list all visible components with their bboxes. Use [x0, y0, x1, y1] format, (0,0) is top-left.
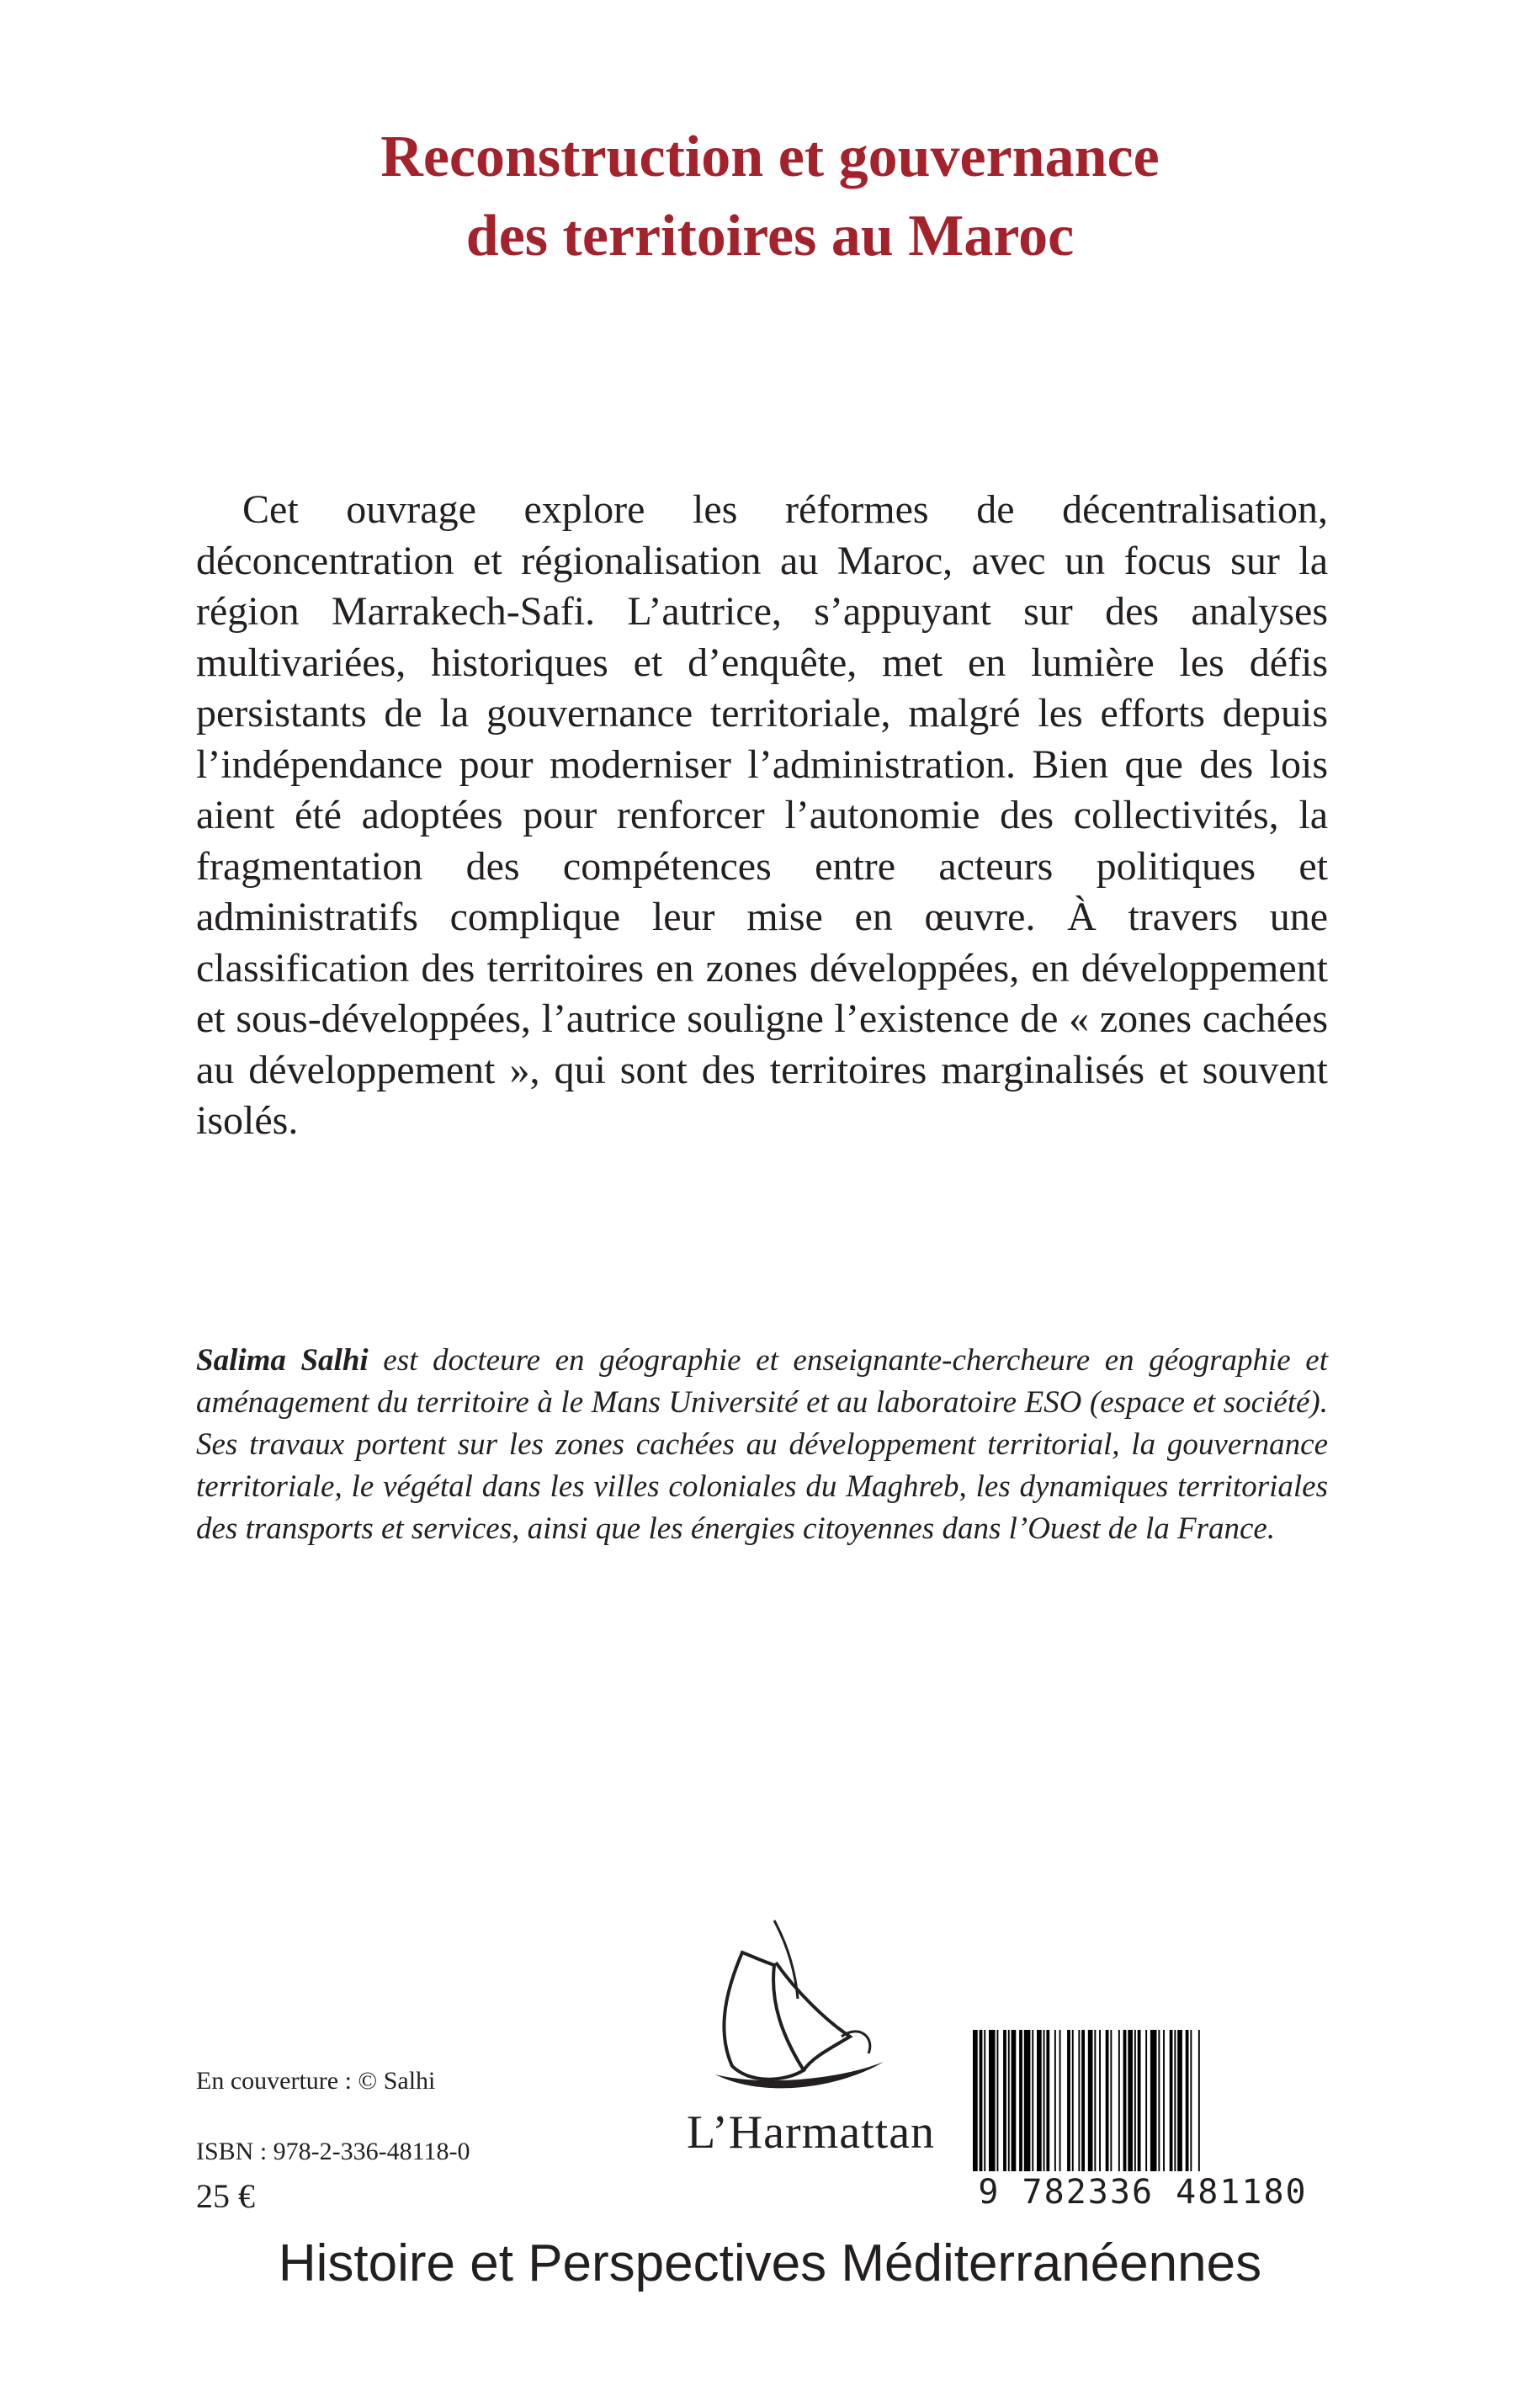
price: 25 € — [196, 2177, 255, 2215]
publisher-name: L’Harmattan — [687, 2106, 936, 2159]
author-bio-paragraph — [196, 1340, 1328, 1550]
book-title-line-2: des territoires au Maroc — [465, 204, 1075, 268]
barcode-digits: 9 782336 481180 — [966, 2171, 1320, 2213]
author-name: Salima Salhi — [196, 1343, 369, 1378]
isbn: ISBN : 978-2-336-48118-0 — [196, 2138, 470, 2165]
cover-credit: En couverture : © Salhi — [196, 2067, 436, 2095]
book-title — [0, 118, 1540, 276]
book-title-line-1: Reconstruction et gouvernance — [380, 125, 1160, 189]
author-bio: est docteure en géographie et enseignante-chercheure en géographie et aménagement du territoire à le Mans Université et au laboratoire ESO (espace et société). Ses travaux portent sur les zones cachées au développement territorial, la gouvernance territoriale, le végétal dans les villes coloniales du Maghreb, les dynamiques territoriales des transports et services, ainsi que les énergies citoyennes dans l’Ouest de la France. — [196, 1343, 1328, 1546]
collection-name: Histoire et Perspectives Méditerranéennes — [278, 2234, 1262, 2292]
publisher-logo — [648, 1910, 968, 2163]
sailboat-logo-icon — [648, 1910, 968, 2112]
book-summary: Cet ouvrage explore les réformes de décentralisation, déconcentration et régionalisation au Maroc, avec un focus sur la région Marrakech-Safi. L’autrice, s’appuyant sur des analyses multivariées, historiques et d’enquête, met en lumière les défis persistants de la gouvernance territoriale, malgré les efforts depuis l’indépendance pour moderniser l’administration. Bien que des lois aient été adoptées pour renforcer l’autonomie des collectivités, la fragmentation des compétences entre acteurs politiques et administratifs complique leur mise en œuvre. À travers une classification des territoires en zones développées, en développement et sous-développées, l’autrice souligne l’existence de « zones cachées au développement », qui sont des territoires marginalisés et souvent isolés. — [196, 487, 1328, 1143]
